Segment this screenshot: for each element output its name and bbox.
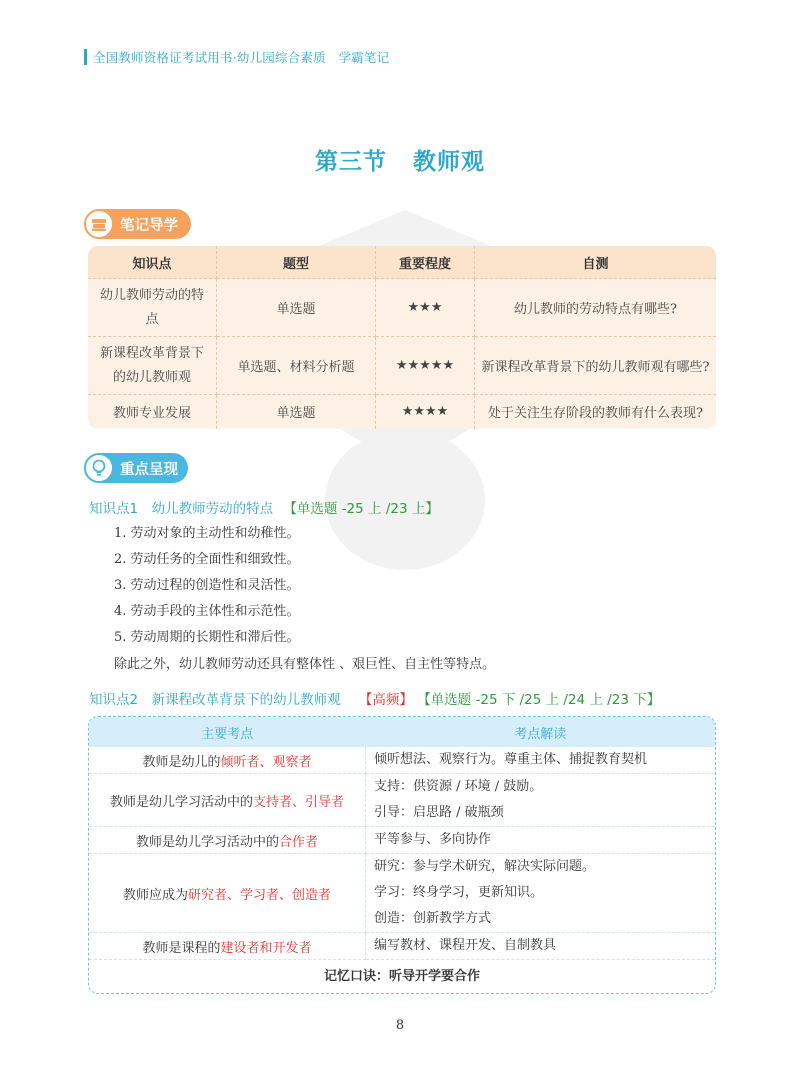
guide-type: 单选题 (217, 395, 376, 429)
running-header: 全国教师资格证考试用书·幼儿园综合素质 学霸笔记 (93, 50, 390, 65)
point-main (89, 854, 366, 933)
key-points-badge (88, 453, 188, 483)
point-highlight: 合作者 (279, 834, 319, 850)
point-prefix: 教师是课程的 (142, 940, 221, 956)
key-points-label: 重点呈现 (120, 461, 178, 478)
table-row (88, 279, 716, 337)
points-col-explain: 考点解读 (366, 717, 716, 747)
explain-line: 平等参与、多向协作 (374, 832, 492, 847)
point-main (89, 774, 366, 827)
guide-selftest: 处于关注生存阶段的教师有什么表现? (488, 406, 703, 422)
guide-selftest: 新课程改革背景下的幼儿教师观有哪些? (475, 337, 717, 395)
guide-col-importance: 重要程度 (376, 246, 475, 279)
guide-col-point: 知识点 (88, 246, 217, 279)
guide-point: 新课程改革背景下的幼儿教师观 (88, 337, 217, 395)
notes-guide-label: 笔记导学 (120, 217, 178, 234)
point-prefix: 教师应成为 (122, 887, 188, 903)
guide-stars: ★★★★ (376, 395, 475, 429)
points-col-main: 主要考点 (89, 717, 366, 747)
mnemonic: 记忆口诀：听导开学要合作 (323, 968, 480, 984)
list-item: 5. 劳动周期的长期性和滞后性。 (114, 630, 300, 645)
list-item: 1. 劳动对象的主动性和幼稚性。 (114, 526, 300, 541)
kp2-heading (89, 688, 660, 708)
notes-guide-table (88, 246, 716, 429)
guide-selftest: 幼儿教师的劳动特点有哪些? (475, 279, 717, 337)
guide-col-selftest: 自测 (475, 246, 717, 279)
explain-line: 学习：终身学习，更新知识。 (374, 885, 544, 900)
kp1-tag: 【单选题 -25 上 /23 上】 (283, 501, 439, 517)
explain-line: 支持：供资源 / 环境 / 鼓励。 (374, 779, 543, 794)
section-name: 教师观 (413, 148, 485, 175)
table-row (88, 395, 716, 429)
point-prefix: 教师是幼儿学习活动中的 (109, 794, 253, 810)
guide-stars: ★★★★★ (376, 337, 475, 395)
kp2-label: 知识点2 新课程改革背景下的幼儿教师观 (89, 692, 341, 708)
guide-point: 教师专业发展 (88, 395, 217, 429)
guide-type: 单选题、材料分析题 (217, 337, 376, 395)
list-item: 2. 劳动任务的全面性和细致性。 (114, 552, 300, 567)
point-highlight: 倾听者、观察者 (220, 754, 312, 770)
kp1-heading (89, 497, 439, 517)
guide-header-row (88, 246, 716, 279)
section-title (0, 143, 800, 176)
points-header-row (89, 717, 715, 747)
mnemonic-row (89, 960, 715, 989)
point-explain (366, 827, 716, 854)
explain-line: 编写教材、课程开发、自制教具 (374, 938, 557, 953)
explain-line: 倾听想法、观察行为。尊重主体、捕捉教育契机 (374, 752, 648, 767)
point-explain (366, 747, 716, 774)
table-row (89, 747, 715, 774)
kp2-tag-exam: 【单选题 -25 下 /25 上 /24 上 /23 下】 (417, 692, 661, 708)
table-row (89, 774, 715, 827)
point-prefix: 教师是幼儿的 (142, 754, 221, 770)
point-highlight: 研究者、学习者、创造者 (188, 887, 332, 903)
kp2-tag-frequent: 【高频】 (358, 692, 413, 708)
teacher-view-table (88, 716, 716, 994)
page-number: 8 (395, 1018, 405, 1033)
point-explain (366, 774, 716, 827)
explain-line: 引导：启思路 / 破瓶颈 (374, 805, 504, 820)
point-prefix: 教师是幼儿学习活动中的 (135, 834, 279, 850)
guide-point: 幼儿教师劳动的特点 (88, 279, 217, 337)
book-icon (84, 209, 114, 239)
point-highlight: 支持者、引导者 (253, 794, 345, 810)
table-row (89, 854, 715, 933)
list-item: 3. 劳动过程的创造性和灵活性。 (114, 578, 300, 593)
point-highlight: 建设者和开发者 (220, 940, 312, 956)
kp1-extra-note: 除此之外，幼儿教师劳动还具有整体性 、艰巨性、自主性等特点。 (114, 657, 496, 672)
table-row (88, 337, 716, 395)
guide-type: 单选题 (217, 279, 376, 337)
notes-guide-badge (88, 209, 191, 239)
header-accent-bar (84, 49, 87, 65)
list-item: 4. 劳动手段的主体性和示范性。 (114, 604, 300, 619)
explain-line: 研究：参与学术研究，解决实际问题。 (374, 859, 596, 874)
lightbulb-icon (84, 453, 114, 483)
point-explain (366, 854, 716, 933)
section-number: 第三节 (315, 148, 387, 175)
point-main (89, 933, 366, 960)
point-main (89, 747, 366, 774)
table-row (89, 827, 715, 854)
guide-col-type: 题型 (217, 246, 376, 279)
point-main (89, 827, 366, 854)
explain-line: 创造：创新教学方式 (374, 911, 492, 926)
kp1-label: 知识点1 幼儿教师劳动的特点 (89, 501, 274, 517)
guide-stars: ★★★ (376, 279, 475, 337)
point-explain (366, 933, 716, 960)
table-row (89, 933, 715, 960)
